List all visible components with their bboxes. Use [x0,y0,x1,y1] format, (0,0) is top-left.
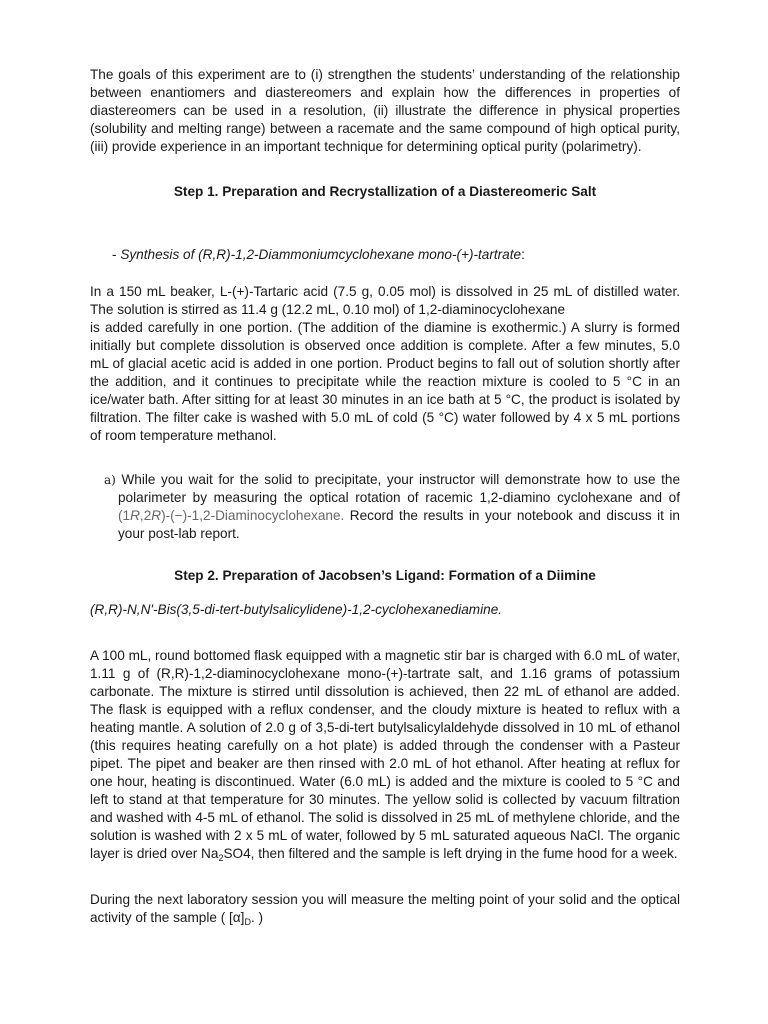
intro-paragraph: The goals of this experiment are to (i) strengthen the students’ understanding of the relationship between enantiomers and diastereomers and explain how the differences in properties of diastereomers can be used in a resolution, (ii) illustrate the difference in physical properties (solubility and melting range) between a racemate and the same compound of high optical purity, (iii) provide experience in an important technique for determining optical purity (polarimetry). [90,67,680,154]
step2-procedure-before: A 100 mL, round bottomed flask equipped with a magnetic stir bar is charged with 6.0 mL of water, 1.11 g of (R,R)-1,2-diaminocyclohexane mono-(+)-tartrate salt, and 1.16 grams of potassium carbonate. The mixture is stirred until dissolution is achieved, then 22 mL of ethanol are added. The flask is equipped with a reflux condenser, and the cloudy mixture is heated to reflux with a heating mantle. A solution of 2.0 g of 3,5-di-tert butylsalicylaldehyde dissolved in 10 mL of ethanol (this requires heating carefully on a hot plate) is added through the condenser with a Pasteur pipet. The pipet and beaker are then rinsed with 2.0 mL of hot ethanol. After heating at reflux for one hour, heating is discontinued. Water (6.0 mL) is added and the mixture is cooled to 5 °C and left to stand at that temperature for 30 minutes. The yellow solid is collected by vacuum filtration and washed with 4-5 mL of ethanol. The solid is dissolved in 25 mL of methylene chloride, and the solution is washed with 2 x 5 mL of water, followed by 5 mL saturated aqueous NaCl. The organic layer is dried over Na [90,648,680,861]
compound-part: )-(−)-1,2-Diaminocyclohexane. [161,508,345,523]
compound-part: (1 [118,508,131,523]
closing-text-after: . ) [250,910,264,925]
synthesis-prefix: - [112,247,121,262]
note-marker: a) [104,473,116,487]
synthesis-title: Synthesis of (R,R)-1,2-Diammoniumcyclohexane mono-(+)-tartrate [120,247,522,262]
step1-heading: Step 1. Preparation and Recrystallization of a Diastereomeric Salt [173,184,597,199]
closing-text-before: During the next laboratory session you will measure the melting point of your solid and the optical activity of the sample ( [α] [90,892,680,925]
diaminocyclohexane-compound [118,508,344,523]
compound-part: ,2 [139,508,152,523]
synthesis-subtitle [90,246,680,264]
sodium-d-line-subscript: D [244,917,251,927]
sodium-subscript: 2 [218,853,224,863]
compound-part: R [151,508,162,523]
step1-procedure [90,283,680,445]
step1-procedure-part1: In a 150 mL beaker, L-(+)-Tartaric acid (7.5 g, 0.05 mol) is dissolved in 25 mL of distilled water. The solution is stirred as 11.4 g (12.2 mL, 0.10 mol) of 1,2-diaminocyclohexane [90,284,680,317]
step2-procedure [90,647,680,863]
document-page [90,66,680,927]
compound-part: R [130,508,140,523]
polarimeter-note [90,471,680,543]
note-text-after: Record the results in your notebook and discuss it in your post-lab report. [118,508,680,541]
step1-procedure-part2: is added carefully in one portion. (The addition of the diamine is exothermic.) A slurry is formed initially but complete dissolution is observed once addition is complete. After a few minutes, 5.0 mL of glacial acetic acid is added in one portion. Product begins to fall out of solution shortly after the addition, and it continues to precipitate while the reaction mixture is cooled to 5 °C in an ice/water bath. After sitting for at least 30 minutes in an ice bath at 5 °C, the product is isolated by filtration. The filter cake is washed with 5.0 mL of cold (5 °C) water followed by 4 x 5 mL portions of room temperature methanol. [90,320,680,443]
step2-procedure-after: SO4, then filtered and the sample is left drying in the fume hood for a week. [223,846,678,861]
ligand-compound-name: (R,R)-N,N'-Bis(3,5-di-tert-butylsalicylidene)-1,2-cyclohexanediamine. [90,602,503,617]
closing-paragraph [90,891,680,927]
step2-heading: Step 2. Preparation of Jacobsen’s Ligand: Formation of a Diimine [174,568,596,583]
synthesis-suffix: : [521,247,525,262]
note-text-before: While you wait for the solid to precipitate, your instructor will demonstrate how to use the polarimeter by measuring the optical rotation of racemic 1,2-diamino cyclohexane and of [115,472,680,505]
